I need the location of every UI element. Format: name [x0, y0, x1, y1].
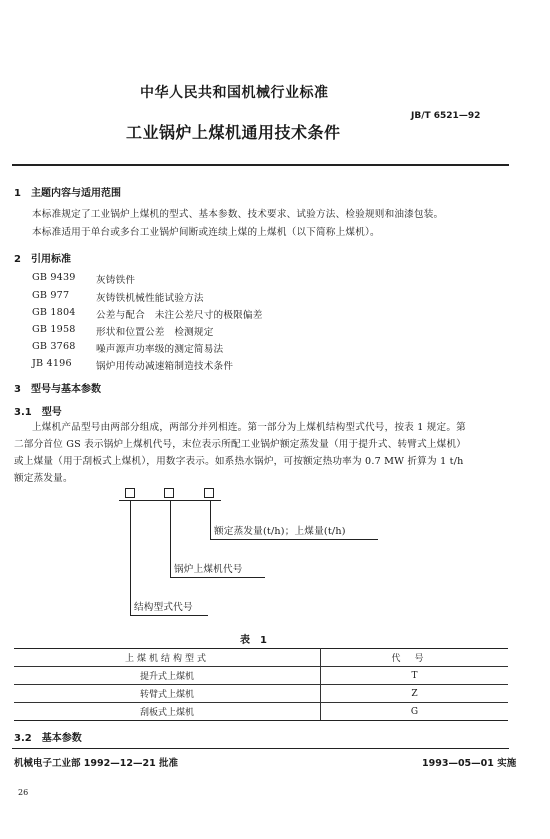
effective-date: 1993—05—01 实施	[422, 758, 517, 769]
table-header-row	[14, 649, 508, 667]
ref-title: 灰铸铁机械性能试验方法	[96, 293, 204, 304]
column-header-code: 代号	[321, 649, 509, 667]
paragraph-line: 或上煤量（用于刮板式上煤机），用数字表示。如系热水锅炉，可按额定热功率为 0.7 MW 折算为 1 t/h	[14, 456, 464, 467]
table-row	[14, 667, 508, 685]
connector-line-2	[170, 500, 171, 578]
ref-title: 形状和位置公差 检测规定	[96, 327, 214, 338]
column-header-structure-type: 上煤机结构型式	[14, 649, 321, 667]
section-1-paragraph-1: 本标准规定了工业锅炉上煤机的型式、基本参数、技术要求、试验方法、检验规则和油漆包装。	[32, 209, 444, 220]
ref-title: 灰铸铁件	[96, 275, 136, 286]
table-row	[14, 703, 508, 721]
cell-structure-type: 转臂式上煤机	[14, 685, 321, 703]
ref-code: GB 1804	[32, 307, 76, 318]
table-row	[14, 685, 508, 703]
section-1-heading: 1 主题内容与适用范围	[14, 188, 121, 199]
approval-line: 机械电子工业部 1992—12—21 批准	[14, 758, 178, 769]
code-box-3	[204, 488, 214, 498]
leader-line-3	[210, 539, 378, 540]
connector-line-1	[130, 500, 131, 616]
ref-title: 锅炉用传动减速箱制造技术条件	[96, 361, 234, 372]
label-rated-capacity: 额定蒸发量(t/h)；上煤量(t/h)	[214, 526, 346, 537]
paragraph-line: 二部分首位 GS 表示锅炉上煤机代号，末位表示所配工业锅炉额定蒸发量（用于提升式、转臂式上煤机）	[14, 439, 467, 450]
cell-code: Z	[321, 685, 509, 703]
paragraph-line: 上煤机产品型号由两部分组成，两部分并列相连。第一部分为上煤机结构型式代号，按表 1 规定。第	[32, 422, 466, 433]
paragraph-line: 额定蒸发量。	[14, 473, 73, 484]
label-boiler-loader-code: 锅炉上煤机代号	[174, 564, 243, 575]
subsection-3-2-heading: 3.2 基本参数	[14, 733, 82, 744]
cell-structure-type: 刮板式上煤机	[14, 703, 321, 721]
ref-code: GB 1958	[32, 324, 76, 335]
label-structure-type-code: 结构型式代号	[134, 602, 193, 613]
subsection-3-1-heading: 3.1 型号	[14, 407, 62, 418]
ref-title: 噪声源声功率级的测定简易法	[96, 344, 224, 355]
document-title: 工业锅炉上煤机通用技术条件	[126, 123, 341, 142]
leader-line-1	[130, 615, 208, 616]
ref-code: GB 3768	[32, 341, 76, 352]
ref-title: 公差与配合 未注公差尺寸的极限偏差	[96, 310, 263, 321]
header-rule	[12, 164, 509, 166]
section-2-heading: 2 引用标准	[14, 254, 71, 265]
cell-code: T	[321, 667, 509, 685]
footer-rule	[12, 748, 509, 749]
connector-line-3	[210, 500, 211, 540]
section-1-paragraph-2: 本标准适用于单台或多台工业锅炉间断或连续上煤的上煤机（以下简称上煤机）。	[32, 227, 380, 238]
ref-code: GB 977	[32, 290, 70, 301]
ref-code: JB 4196	[32, 358, 72, 369]
ref-code: GB 9439	[32, 272, 76, 283]
cell-structure-type: 提升式上煤机	[14, 667, 321, 685]
page-number: 26	[18, 788, 29, 797]
code-box-2	[164, 488, 174, 498]
standard-code: JB/T 6521—92	[411, 111, 481, 121]
code-box-1	[125, 488, 135, 498]
table-1	[14, 648, 508, 721]
table-1-caption: 表 1	[240, 635, 267, 646]
leader-line-2	[170, 577, 265, 578]
org-title: 中华人民共和国机械行业标准	[140, 85, 329, 101]
cell-code: G	[321, 703, 509, 721]
section-3-heading: 3 型号与基本参数	[14, 384, 101, 395]
